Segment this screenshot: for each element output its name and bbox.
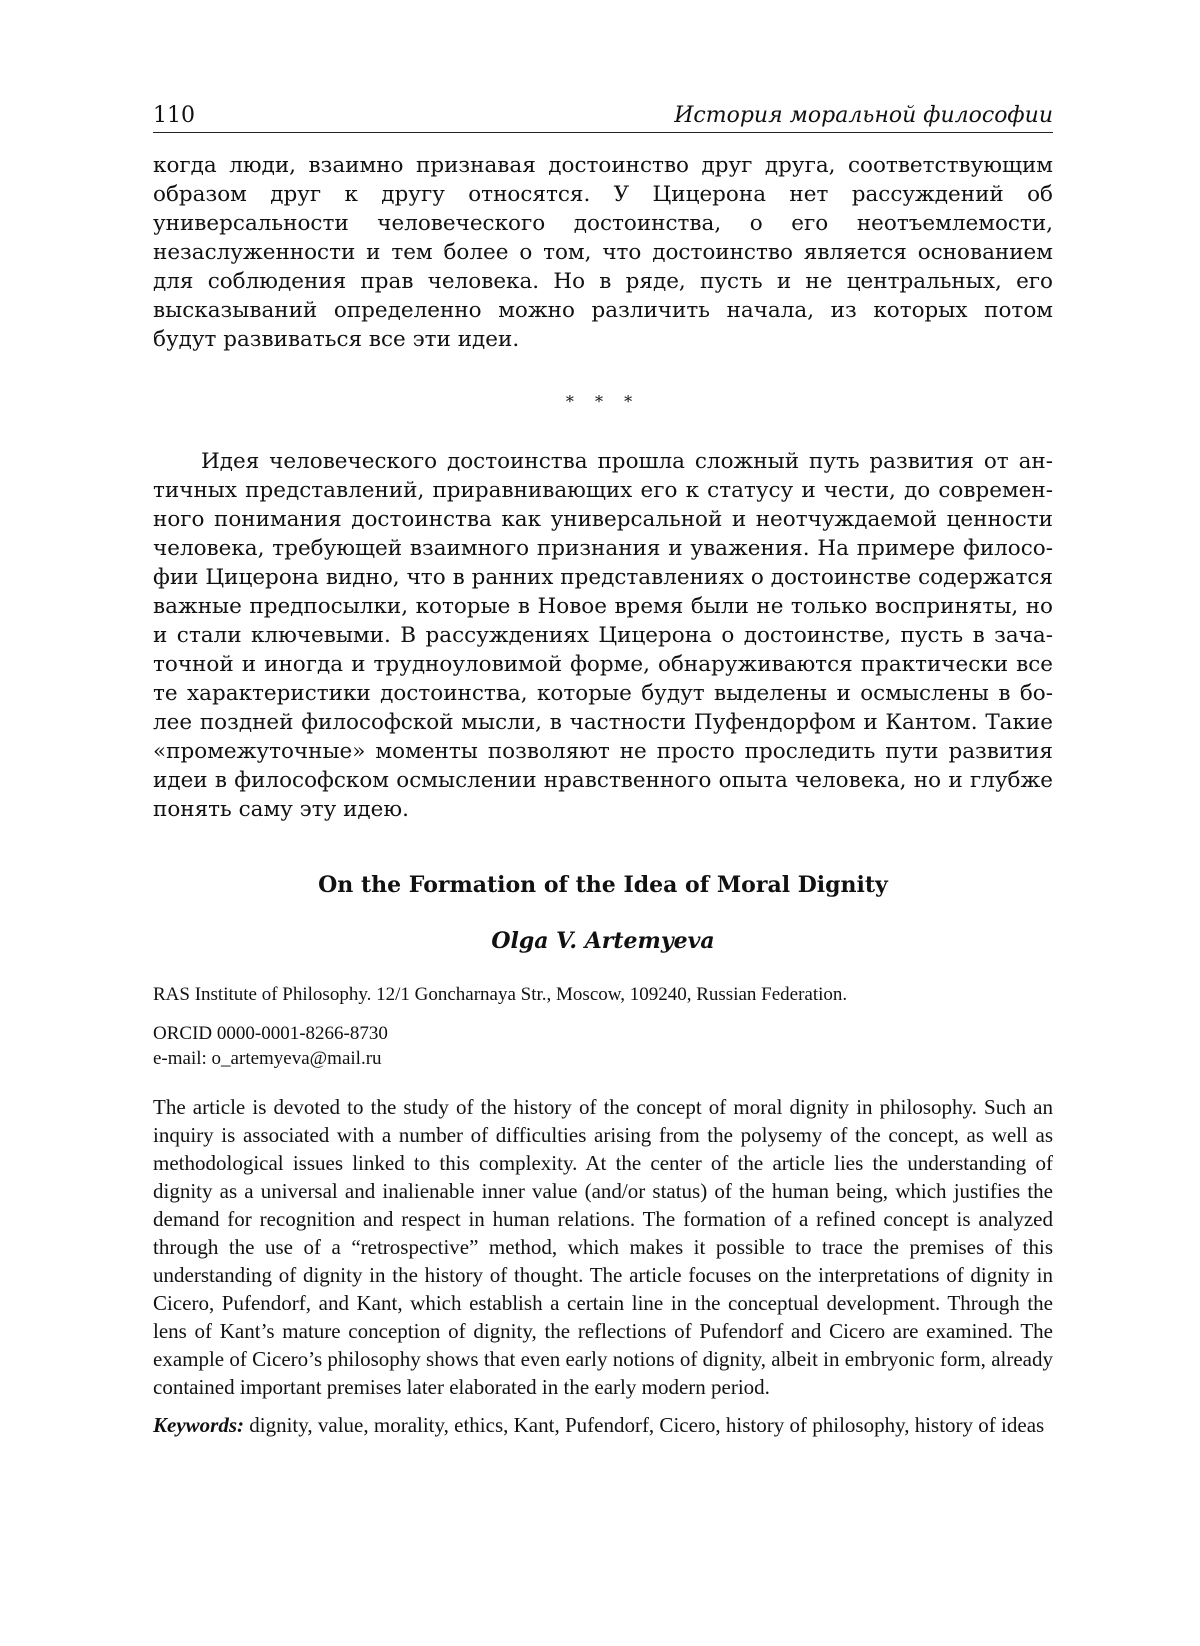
paragraph-continuation: когда люди, взаимно признавая достоинство друг друга, соответствующим образом друг к другу относятся. У Цицерона нет рассуждений об универсальности человеческого достоинства, о его неотъемлемости, незаслуженности и тем более о том, что достоинство является основанием для соблюдения прав человека. Но в ряде, пусть и не центральных, его высказываний определенно можно различить начала, из которых потом будут развиваться все эти идеи. (153, 153, 1053, 352)
orcid: ORCID 0000-0001-8266-8730 (153, 1023, 388, 1044)
paragraph-conclusion: Идея человеческого достоинства прошла сложный путь развития от античных представлений, приравнивающих его к статусу и чести, до современного понимания достоинства как универсальной и неотчуждаемой ценности человека, требующей взаимного признания и уважения. На примере философии Цицерона видно, что в ранних представлениях о достоинстве содержатся важные предпосылки, которые в Новое время были не только восприняты, но и стали ключевыми. В рассуждениях Цицерона о достоинстве, пусть в зачаточной и иногда и трудноуловимой форме, обнаруживаются практически все те характеристики достоинства, которые будут выделены и осмыслены в более поздней философской мысли, в частности Пуфендорфом и Кантом. Такие «промежуточные» моменты позволяют не просто проследить пути развития идеи в философском осмыслении нравственного опыта человека, но и глубже понять саму эту идею. (153, 449, 1053, 822)
page (153, 103, 1053, 1439)
author-name: Olga V. Artemyeva (491, 928, 715, 954)
affiliation: RAS Institute of Philosophy. 12/1 Goncharnaya Str., Moscow, 109240, Russian Federation. (153, 984, 848, 1005)
keywords-list: dignity, value, morality, ethics, Kant, Pufendorf, Cicero, history of philosophy, history of ideas (249, 1413, 1045, 1437)
running-title: История моральной философии (674, 103, 1053, 128)
keywords-label: Keywords: (153, 1413, 244, 1437)
email: e-mail: o_artemyeva@mail.ru (153, 1048, 382, 1069)
page-number: 110 (153, 103, 195, 128)
running-header (153, 103, 1053, 133)
section-separator: * * * (565, 392, 641, 411)
keywords (153, 1411, 1053, 1439)
abstract: The article is devoted to the study of the history of the concept of moral dignity in philosophy. Such an inquiry is associated with a number of difficulties arising from the polysemy of the concept, as well as methodological issues linked to this complexity. At the center of the article lies the understanding of dignity as a universal and inalienable inner value (and/or status) of the human being, which justifies the demand for recognition and respect in human relations. The formation of a refined concept is analyzed through the use of a “retrospective” method, which makes it possible to trace the premises of this understanding of dignity in the history of thought. The article focuses on the interpretations of dignity in Cicero, Pufendorf, and Kant, which establish a certain line in the conceptual development. Through the lens of Kant’s mature conception of dignity, the reflections of Pufendorf and Cicero are examined. The example of Cicero’s philosophy shows that even early notions of dignity, albeit in embryonic form, already contained important premises later elaborated in the early modern period. (153, 1095, 1053, 1399)
english-article-title: On the Formation of the Idea of Moral Dignity (318, 872, 888, 898)
